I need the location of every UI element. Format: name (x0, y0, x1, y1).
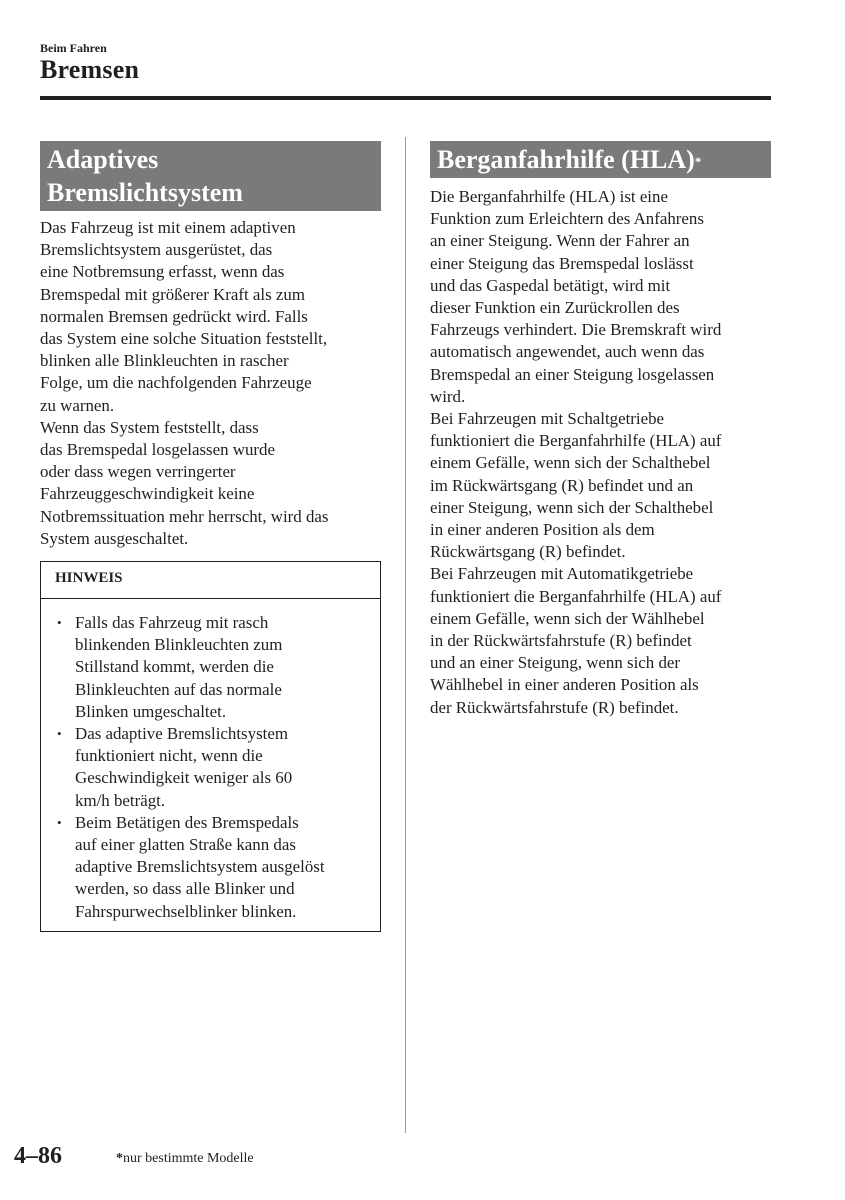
note-line: Falls das Fahrzeug mit rasch (75, 613, 269, 632)
left-body-text (40, 217, 381, 550)
text-line: einem Gefälle, wenn sich der Wählhebel (430, 608, 705, 628)
right-body-text (430, 186, 771, 719)
text-line: und das Gaspedal betätigt, wird mit (430, 275, 671, 295)
bullet-icon: • (57, 726, 62, 742)
note-line: Geschwindigkeit weniger als 60 (75, 768, 293, 788)
text-line: normalen Bremsen gedrückt wird. Falls (40, 306, 308, 326)
heading-text: Berganfahrhilfe (HLA) (437, 145, 695, 174)
page-number: 4–86 (14, 1143, 62, 1169)
section-heading-adaptive-brake-light (40, 141, 381, 211)
text-line: dieser Funktion ein Zurückrollen des (430, 298, 680, 318)
text-line: Wählhebel in einer anderen Position als (430, 675, 699, 695)
note-item (57, 812, 380, 923)
text-line: das Bremspedal losgelassen wurde (40, 440, 276, 460)
text-line: wird. (430, 386, 466, 406)
text-line: Die Berganfahrhilfe (HLA) ist eine (430, 187, 668, 206)
section-label: Beim Fahren (40, 41, 107, 55)
note-box (40, 561, 381, 932)
text-line: einem Gefälle, wenn sich der Schalthebel (430, 453, 711, 473)
left-column (40, 141, 381, 550)
footnote (116, 1151, 254, 1167)
text-line: einer Steigung das Bremspedal loslässt (430, 253, 694, 273)
text-line: blinken alle Blinkleuchten in rascher (40, 351, 289, 371)
text-line: Funktion zum Erleichtern des Anfahrens (430, 209, 704, 229)
note-line: km/h beträgt. (75, 790, 166, 810)
footnote-text: nur bestimmte Modelle (123, 1151, 254, 1166)
note-item (57, 612, 380, 723)
text-line: Das Fahrzeug ist mit einem adaptiven (40, 218, 296, 237)
heading-line: Adaptives (47, 145, 159, 174)
text-line: und an einer Steigung, wenn sich der (430, 653, 681, 673)
note-line: Das adaptive Bremslichtsystem (75, 724, 288, 744)
text-line: funktioniert die Berganfahrhilfe (HLA) auf (430, 431, 722, 451)
text-line: eine Notbremsung erfasst, wenn das (40, 262, 285, 282)
text-line: im Rückwärtsgang (R) befindet und an (430, 475, 694, 495)
text-line: Bremspedal an einer Steigung losgelassen (430, 364, 715, 384)
text-line: oder dass wegen verringerter (40, 462, 236, 482)
note-header: HINWEIS (41, 562, 380, 599)
text-line: Notbremssituation mehr herrscht, wird das (40, 506, 329, 526)
heading-footnote-marker: * (694, 154, 702, 169)
right-column (430, 141, 771, 719)
text-line: automatisch angewendet, auch wenn das (430, 342, 705, 362)
text-line: Fahrzeuggeschwindigkeit keine (40, 484, 255, 504)
section-heading-hill-launch-assist (430, 141, 771, 178)
text-line: Bremslichtsystem ausgerüstet, das (40, 240, 273, 260)
text-line: einer Steigung, wenn sich der Schalthebel (430, 497, 714, 517)
note-line: funktioniert nicht, wenn die (75, 746, 263, 766)
text-line: in einer anderen Position als dem (430, 520, 655, 540)
note-line: Blinkleuchten auf das normale (75, 679, 282, 699)
text-line: Bei Fahrzeugen mit Automatikgetriebe (430, 564, 694, 584)
note-line: Beim Betätigen des Bremspedals (75, 812, 299, 832)
text-line: Bremspedal mit größerer Kraft als zum (40, 284, 305, 304)
text-line: an einer Steigung. Wenn der Fahrer an (430, 231, 690, 251)
note-line: werden, so dass alle Blinker und (75, 879, 295, 899)
text-line: Folge, um die nachfolgenden Fahrzeuge (40, 373, 312, 393)
note-item (57, 723, 380, 812)
note-line: Fahrspurwechselblinker blinken. (75, 901, 297, 921)
text-line: Fahrzeugs verhindert. Die Bremskraft wird (430, 320, 722, 340)
text-line: Wenn das System feststellt, dass (40, 417, 259, 437)
title-rule (40, 96, 771, 100)
note-line: auf einer glatten Straße kann das (75, 835, 296, 855)
bullet-icon: • (57, 615, 62, 630)
note-line: Blinken umgeschaltet. (75, 701, 227, 721)
text-line: Rückwärtsgang (R) befindet. (430, 542, 626, 562)
note-line: blinkenden Blinkleuchten zum (75, 635, 283, 655)
text-line: in der Rückwärtsfahrstufe (R) befindet (430, 631, 692, 651)
heading-line: Bremslichtsystem (47, 178, 243, 207)
column-divider (405, 137, 406, 1133)
text-line: zu warnen. (40, 395, 115, 415)
note-list (41, 599, 380, 923)
bullet-icon: • (57, 814, 62, 830)
page-title: Bremsen (40, 55, 140, 84)
text-line: Bei Fahrzeugen mit Schaltgetriebe (430, 409, 665, 429)
text-line: das System eine solche Situation feststellt, (40, 329, 328, 349)
text-line: funktioniert die Berganfahrhilfe (HLA) auf (430, 586, 722, 606)
note-line: Stillstand kommt, werden die (75, 657, 274, 677)
text-line: System ausgeschaltet. (40, 528, 189, 548)
footnote-marker: * (116, 1151, 123, 1166)
text-line: der Rückwärtsfahrstufe (R) befindet. (430, 697, 679, 717)
note-line: adaptive Bremslichtsystem ausgelöst (75, 857, 325, 877)
